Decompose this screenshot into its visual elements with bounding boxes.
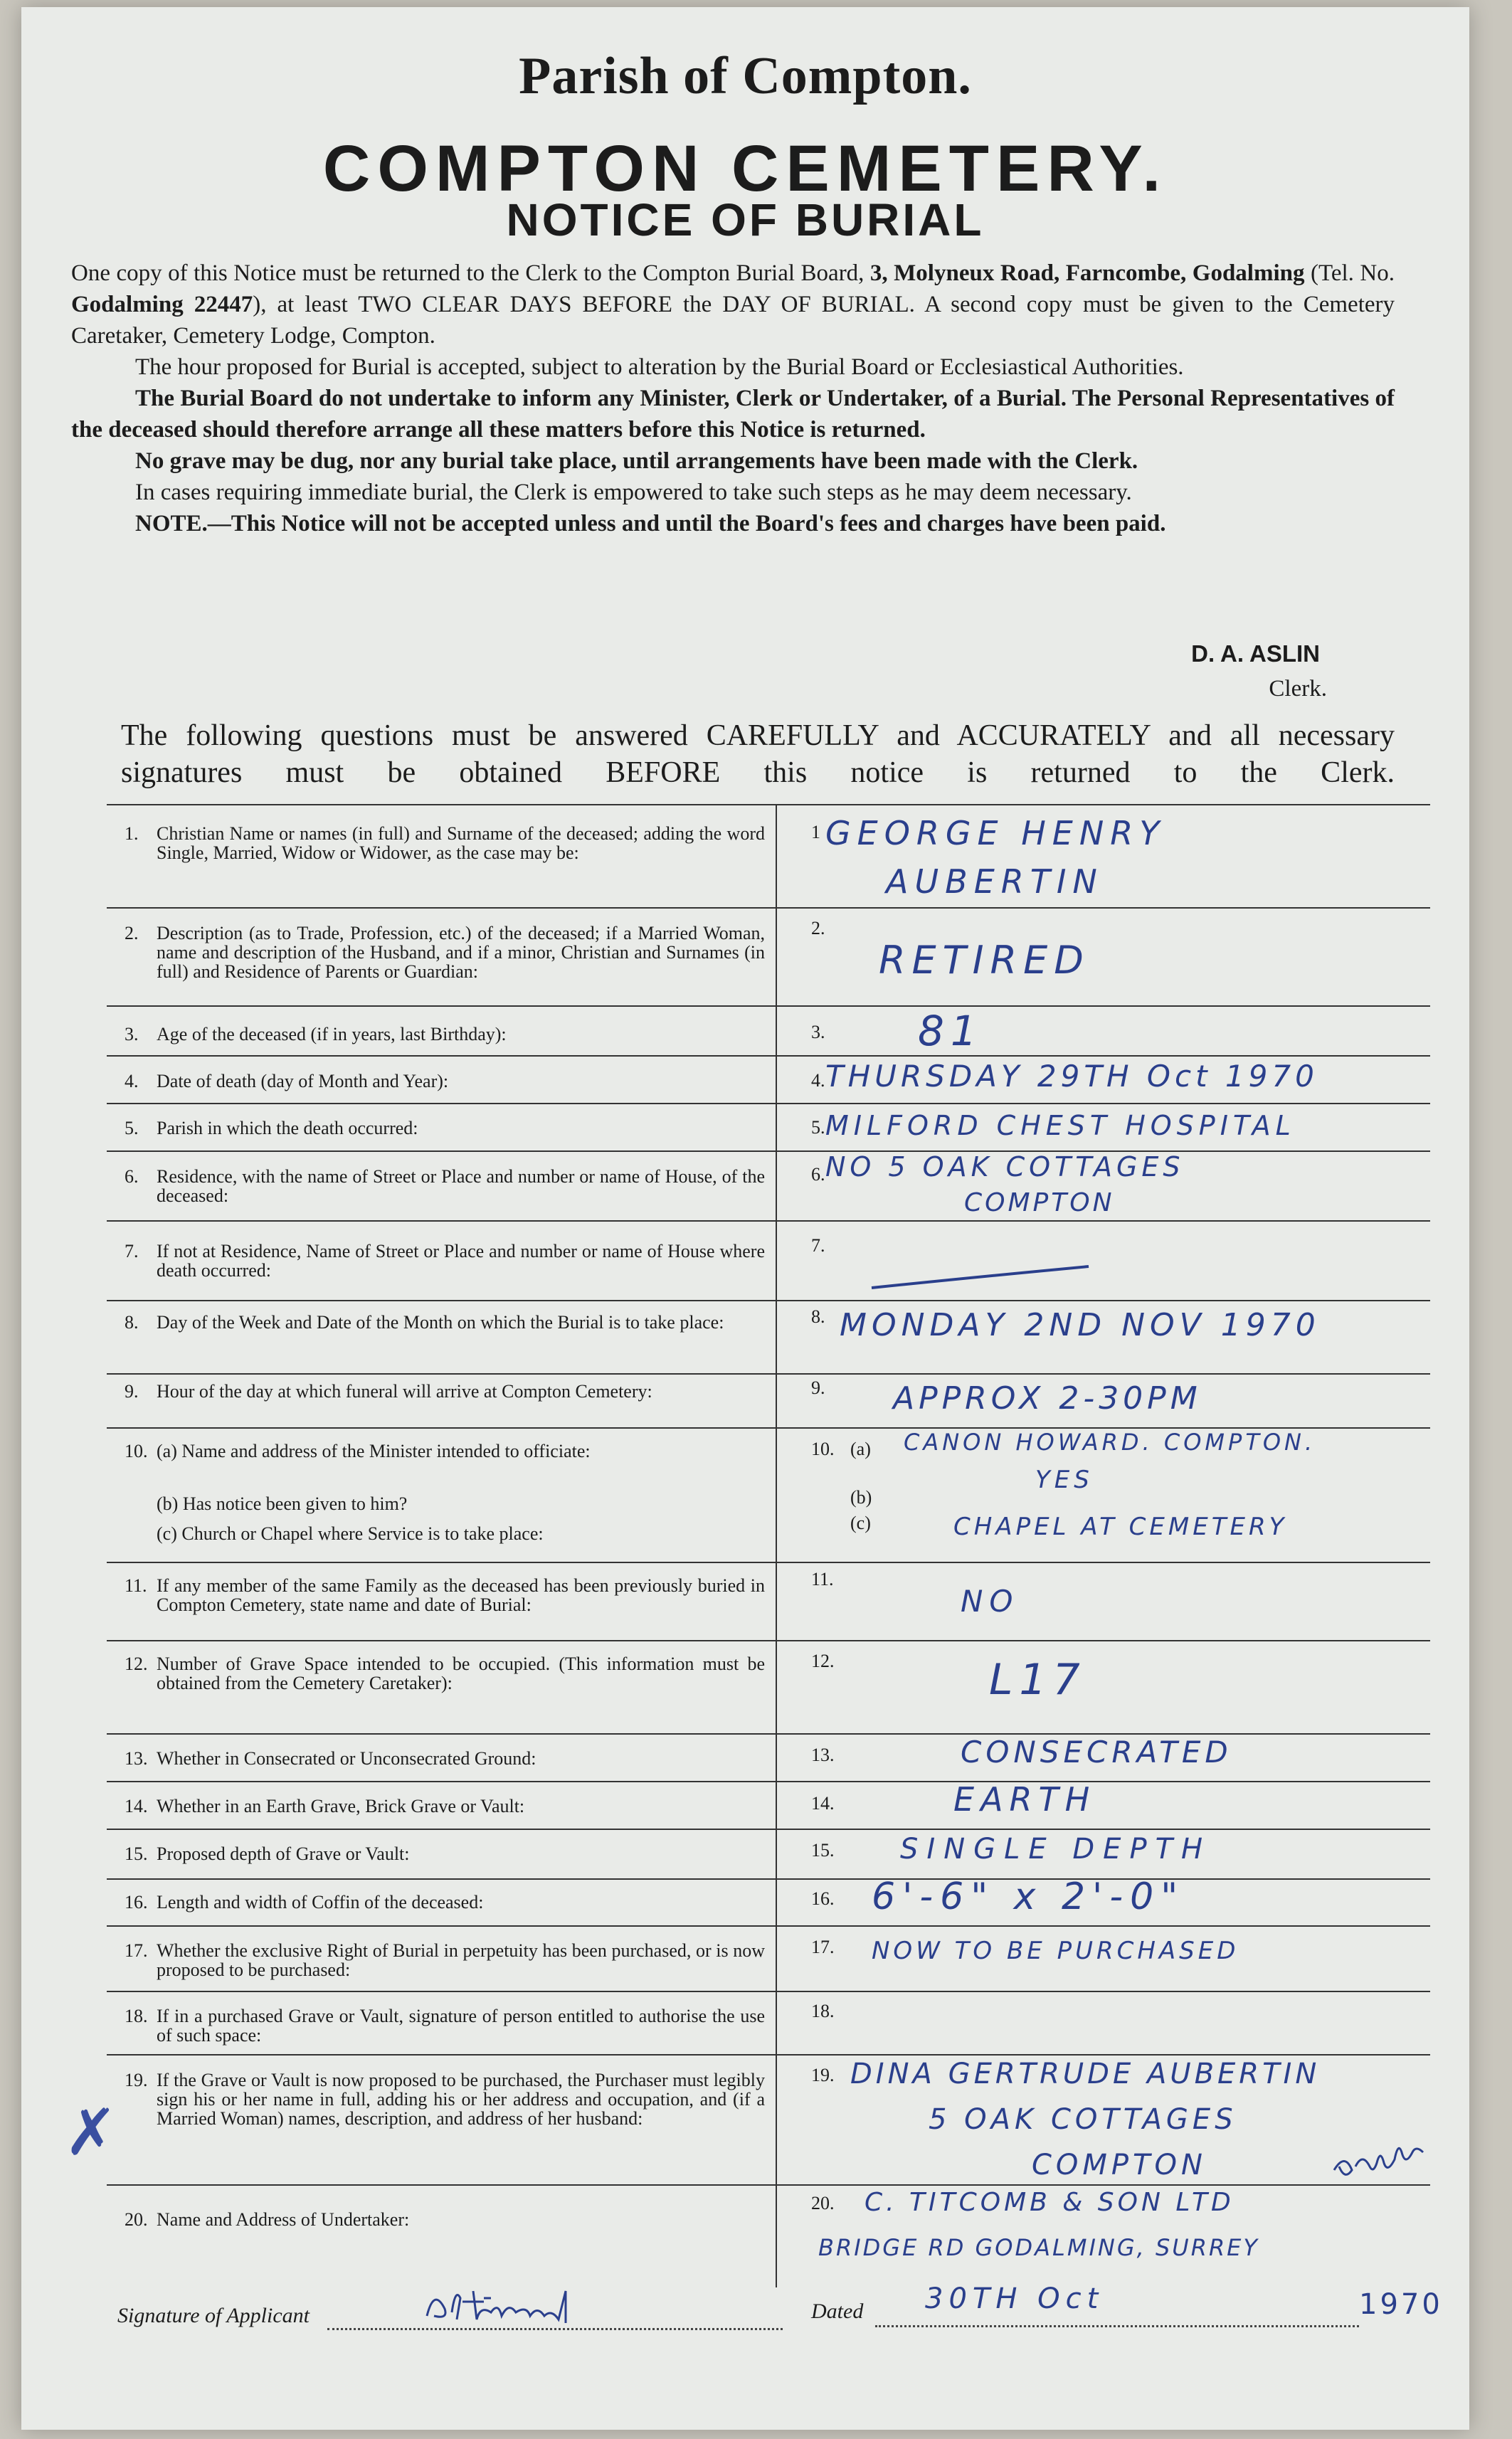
answer-13: CONSECRATED (961, 1735, 1232, 1769)
answer-10b: YES (1035, 1466, 1094, 1494)
question-16: 16. Length and width of Coffin of the deceased: (125, 1892, 484, 1912)
answer-sub-a: (a) (850, 1439, 871, 1459)
intro-paragraph-3: The Burial Board do not undertake to inform any Minister, Clerk or Undertaker, of a Burial. The Personal Representatives of the deceased should therefore arrange all these matters before this Notice is returned. (71, 386, 1395, 443)
question-5: 5. Parish in which the death occurred: (125, 1118, 418, 1138)
answer-number: 5. (811, 1117, 825, 1138)
applicant-signature (420, 2280, 719, 2330)
question-11: 11. If any member of the same Family as the deceased has been previously buried in Compton Cemetery, state name and date of Burial: (125, 1575, 765, 1615)
row-divider (107, 1878, 1430, 1880)
answer-number: 15. (811, 1840, 835, 1861)
dated-day-month: 30TH Oct (925, 2282, 1104, 2315)
answer-number: 12. (811, 1651, 835, 1671)
answer-number: 18. (811, 2001, 835, 2021)
answer-sub-c: (c) (850, 1513, 871, 1533)
question-7: 7. If not at Residence, Name of Street or Place and number or name of House where death occurred: (125, 1241, 765, 1281)
parish-title: Parish of Compton. (519, 47, 972, 105)
question-12: 12. Number of Grave Space intended to be occupied. (This information must be obtained from the Cemetery Caretaker): (125, 1654, 765, 1693)
answer-number: 2. (811, 918, 825, 938)
intro-note: NOTE.—This Notice will not be accepted unless and until the Board's fees and charges have been paid. (135, 511, 1166, 536)
answer-number: 17. (811, 1937, 835, 1957)
answer-6-line2: COMPTON (964, 1188, 1115, 1217)
question-10c: (c) Church or Chapel where Service is to take place: (157, 1523, 544, 1544)
answer-15: SINGLE DEPTH (900, 1833, 1212, 1866)
dated-year: 1970 (1359, 2288, 1443, 2321)
burial-notice-form (21, 7, 1469, 2430)
answer-number: 10. (811, 1439, 835, 1459)
answer-5: MILFORD CHEST HOSPITAL (825, 1110, 1296, 1141)
question-13: 13. Whether in Consecrated or Unconsecrated Ground: (125, 1748, 536, 1769)
margin-cross-mark: ✗ (64, 2095, 118, 2170)
row-divider (107, 1925, 1430, 1927)
row-divider (107, 1562, 1430, 1563)
question-1: 1. Christian Name or names (in full) and Surname of the deceased; adding the word Single, Married, Widow or Widower, as the case may be: (125, 823, 765, 863)
row-divider (107, 2054, 1430, 2056)
row-divider (107, 1781, 1430, 1782)
row-divider (107, 1150, 1430, 1152)
intro-paragraph-2: The hour proposed for Burial is accepted, subject to alteration by the Burial Board or Ecclesiastical Authorities. (135, 354, 1184, 380)
answer-number: 11. (811, 1569, 834, 1589)
answer-number: 1 (811, 822, 820, 842)
question-10b: (b) Has notice been given to him? (157, 1493, 408, 1514)
intro-paragraph-4: No grave may be dug, nor any burial take place, until arrangements have been made with the Clerk. (135, 448, 1138, 474)
question-9: 9. Hour of the day at which funeral will arrive at Compton Cemetery: (125, 1381, 652, 1402)
answer-number: 16. (811, 1888, 835, 1909)
answer-11: NO (961, 1584, 1020, 1619)
column-divider (776, 804, 777, 2287)
answer-number: 9. (811, 1377, 825, 1398)
date-line (875, 2325, 1359, 2327)
question-20: 20. Name and Address of Undertaker: (125, 2209, 410, 2230)
row-divider (107, 804, 1430, 805)
answer-7-dash (868, 1259, 1096, 1295)
answer-number: 3. (811, 1022, 825, 1042)
question-3: 3. Age of the deceased (if in years, last Birthday): (125, 1024, 507, 1044)
answer-10a: CANON HOWARD. COMPTON. (904, 1429, 1316, 1456)
question-17: 17. Whether the exclusive Right of Burial in perpetuity has been purchased, or is now proposed to be purchased: (125, 1940, 765, 1980)
question-8: 8. Day of the Week and Date of the Month on which the Burial is to take place: (125, 1312, 724, 1333)
purchaser-signature (1331, 2145, 1430, 2188)
answer-19-address2: COMPTON (1032, 2149, 1207, 2181)
answer-4: THURSDAY 29TH Oct 1970 (825, 1059, 1318, 1094)
answer-8: MONDAY 2ND NOV 1970 (840, 1307, 1321, 1343)
question-4: 4. Date of death (day of Month and Year): (125, 1071, 449, 1091)
notice-title: NOTICE OF BURIAL (506, 194, 985, 245)
row-divider (107, 1829, 1430, 1830)
answer-sub-b: (b) (850, 1487, 872, 1508)
answer-3: 81 (918, 1007, 983, 1055)
question-10a: 10. (a) Name and address of the Minister intended to officiate: (125, 1441, 591, 1461)
answer-17: NOW TO BE PURCHASED (872, 1937, 1239, 1965)
question-14: 14. Whether in an Earth Grave, Brick Grave or Vault: (125, 1796, 525, 1816)
row-divider (107, 2184, 1430, 2186)
intro-text (71, 258, 1395, 539)
answer-10c: CHAPEL AT CEMETERY (953, 1513, 1288, 1541)
intro-paragraph-5: In cases requiring immediate burial, the Clerk is empowered to take such steps as he may deem necessary. (135, 480, 1132, 505)
row-divider (107, 1991, 1430, 1992)
question-19: 19. If the Grave or Vault is now proposed to be purchased, the Purchaser must legibly sign his or her name in full, adding his or her address and occupation, and (if a Married Woman) names, description, and address of her husband: (125, 2070, 765, 2129)
answer-number: 20. (811, 2193, 835, 2213)
questions-table (107, 804, 1430, 2287)
answer-number: 7. (811, 1235, 825, 1256)
answer-number: 14. (811, 1793, 835, 1814)
answer-1-forenames: GEORGE HENRY (825, 814, 1166, 852)
answer-9: APPROX 2-30PM (893, 1380, 1202, 1417)
answer-number: 4. (811, 1070, 825, 1091)
answer-2: RETIRED (879, 938, 1090, 983)
signature-label: Signature of Applicant (117, 2304, 310, 2327)
answer-number: 13. (811, 1745, 835, 1765)
row-divider (107, 1373, 1430, 1375)
instructions-text: The following questions must be answered CAREFULLY and ACCURATELY and all necessary signatures must be obtained BEFORE this notice is returned to the Clerk. (121, 719, 1395, 789)
answer-1-surname: AUBERTIN (886, 862, 1104, 901)
answer-6-line1: NO 5 OAK COTTAGES (825, 1151, 1185, 1183)
cemetery-title: COMPTON CEMETERY. (322, 132, 1168, 205)
answer-19-name: DINA GERTRUDE AUBERTIN (850, 2058, 1321, 2090)
clerk-title: Clerk. (1269, 676, 1327, 702)
row-divider (107, 1055, 1430, 1057)
answer-20-line1: C. TITCOMB & SON LTD (865, 2188, 1235, 2217)
question-18: 18. If in a purchased Grave or Vault, signature of person entitled to authorise the use of such space: (125, 2006, 765, 2046)
answer-number: 6. (811, 1164, 825, 1185)
dated-label: Dated (811, 2300, 864, 2323)
row-divider (107, 1005, 1430, 1007)
answer-14: EARTH (953, 1780, 1096, 1819)
answer-20-line2: BRIDGE RD GODALMING, SURREY (818, 2234, 1259, 2261)
answer-19-address1: 5 OAK COTTAGES (929, 2103, 1237, 2136)
row-divider (107, 907, 1430, 909)
answer-16: 6'-6" x 2'-0" (872, 1875, 1185, 1918)
row-divider (107, 1300, 1430, 1301)
answer-number: 8. (811, 1306, 825, 1327)
row-divider (107, 1640, 1430, 1641)
row-divider (107, 1220, 1430, 1222)
intro-paragraph-1: One copy of this Notice must be returned to the Clerk to the Compton Burial Board, 3, Molyneux Road, Farncombe, Godalming (Tel. No. Godalming 22447), at least TWO CLEAR DAYS BEFORE the DAY OF BURIAL. A second copy must be given to the Cemetery Caretaker, Cemetery Lodge, Compton. (71, 260, 1395, 349)
question-15: 15. Proposed depth of Grave or Vault: (125, 1843, 410, 1864)
clerk-name: D. A. ASLIN (1191, 640, 1320, 667)
row-divider (107, 1103, 1430, 1104)
answer-12: L17 (989, 1655, 1087, 1705)
question-2: 2. Description (as to Trade, Profession, etc.) of the deceased; if a Married Woman, name and description of the Husband, and if a minor, Christian and Surnames (in full) and Residence of Parents or Guardian: (125, 923, 765, 982)
question-6: 6. Residence, with the name of Street or Place and number or name of House, of the deceased: (125, 1166, 765, 1206)
answer-number: 19. (811, 2065, 835, 2085)
